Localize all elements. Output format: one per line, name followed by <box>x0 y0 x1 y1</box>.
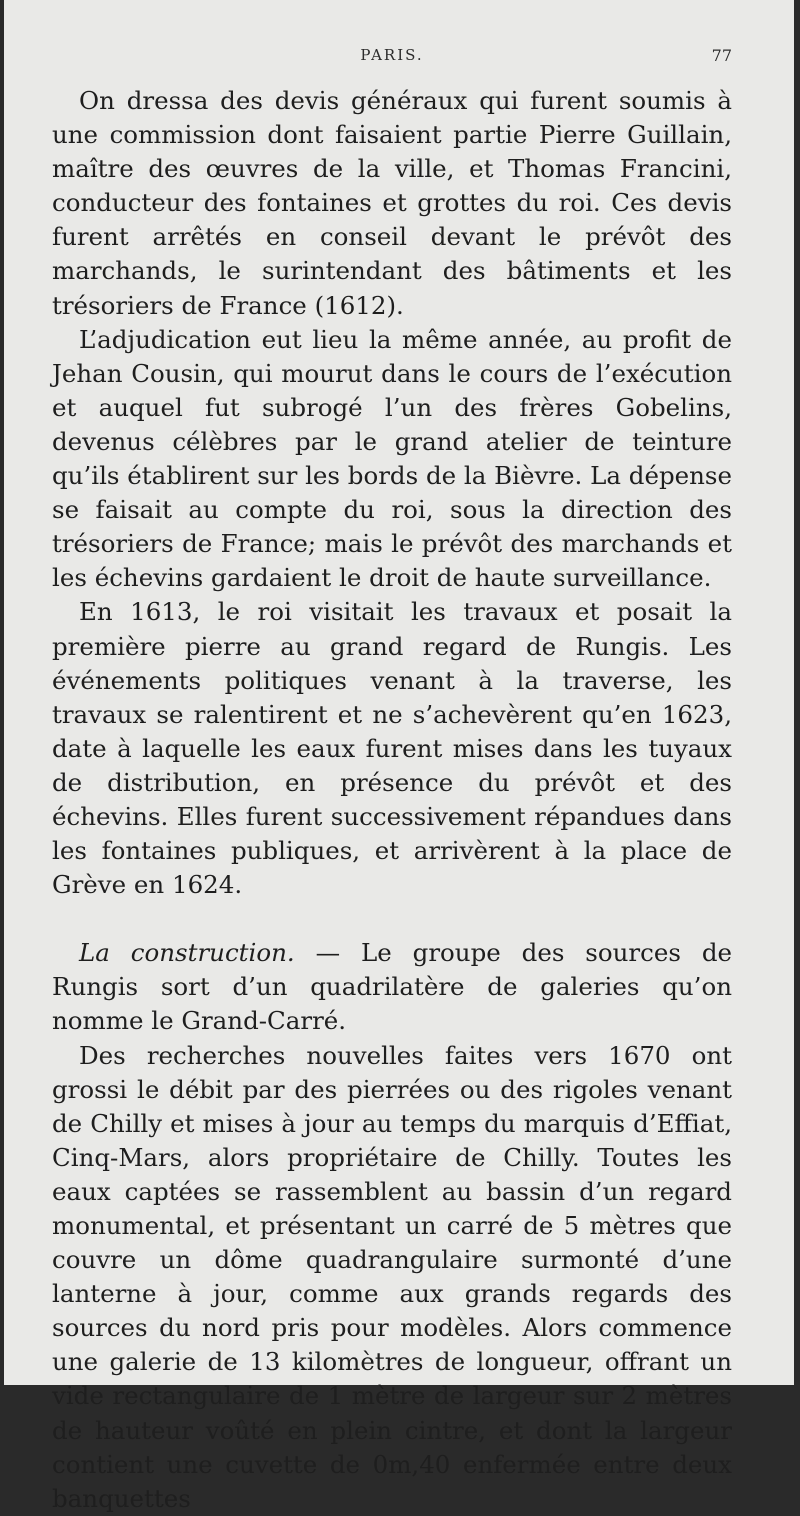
paragraph-recherches-1670: Des recherches nouvelles faites vers 1670 ont grossi le débit par des pierrées ou des rigoles venant de Chilly et mises à jour au temps du marquis d’Effiat, Cinq-Mars, alors propriétaire de Chilly. Toutes les eaux captées se rassemblent au bassin d’un regard monumental, et présentant un carré de 5 mètres que couvre un dôme quadrangulaire surmonté d’une lanterne à jour, comme aux grands regards des sources du nord pris pour modèles. Alors commence une galerie de 13 kilomètres de longueur, offrant un vide rectangulaire de 1 mètre de largeur sur 2 mètres de hauteur voûté en plein cintre, et dont la largeur contient une cuvette de 0m,40 enfermée entre deux banquettes <box>52 1040 732 1513</box>
paragraph-travaux-1613: En 1613, le roi visitait les travaux et posait la première pierre au grand regard de Rungis. Les événements politiques venant à la traverse, les travaux se ralentirent et ne s’achevèrent qu’en 1623, date à laquelle les eaux furent mises dans les tuyaux de distribution, en présence du prévôt et des échevins. Elles furent successivement répandues dans les fontaines publiques, et arrivèrent à la place de Grève en 1624. <box>52 597 732 900</box>
page-header <box>52 46 732 76</box>
running-title: PARIS. <box>360 46 424 64</box>
section-title: La construction. <box>79 938 295 968</box>
paragraph-devis: On dressa des devis généraux qui furent soumis à une commission dont faisaient partie Pierre Guillain, maître des œuvres de la ville, et Thomas Francini, conducteur des fontaines et grottes du roi. Ces devis furent arrêtés en conseil devant le prévôt des marchands, le surintendant des bâtiments et les trésoriers de France (1612). <box>52 86 732 320</box>
paragraph-adjudication: L’adjudication eut lieu la même année, au profit de Jehan Cousin, qui mourut dans le cours de l’exécution et auquel fut subrogé l’un des frères Gobelins, devenus célèbres par le grand atelier de teinture qu’ils établirent sur les bords de la Bièvre. La dépense se faisait au compte du roi, sous la direction des trésoriers de France; mais le prévôt des marchands et les échevins gardaient le droit de haute surveillance. <box>52 324 732 593</box>
paragraph-construction <box>52 936 732 1038</box>
page-number: 77 <box>711 46 732 65</box>
section-intro-text: — Le groupe des sources de Rungis sort d’un quadrilatère de galeries qu’on nomme le Grand-Carré. <box>52 938 733 1036</box>
body-text <box>52 84 732 1516</box>
book-page <box>4 0 794 1513</box>
